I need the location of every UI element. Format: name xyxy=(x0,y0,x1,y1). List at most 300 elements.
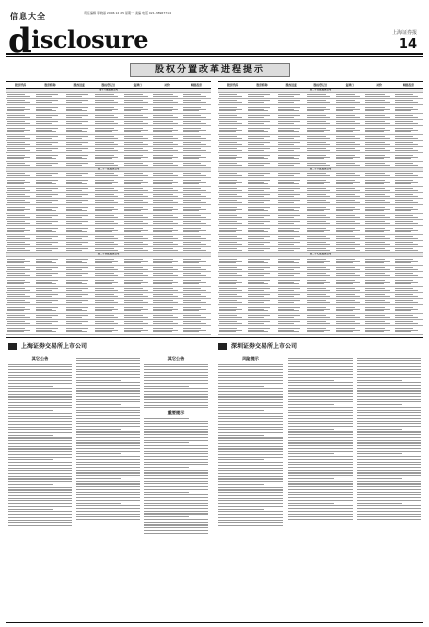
text-line xyxy=(288,388,353,389)
text-line xyxy=(144,513,208,514)
share-reform-tables xyxy=(6,81,423,336)
text-line xyxy=(144,519,208,520)
text-line xyxy=(8,364,72,365)
text-line xyxy=(8,492,72,493)
text-line xyxy=(218,489,283,490)
text-line xyxy=(357,440,421,441)
text-line xyxy=(8,437,72,438)
notice-column-2 xyxy=(76,356,140,622)
text-line xyxy=(76,431,140,432)
table-row xyxy=(218,226,423,235)
text-line xyxy=(76,453,121,454)
text-line xyxy=(357,358,421,359)
text-line xyxy=(357,442,421,443)
text-line xyxy=(218,432,283,433)
table-row xyxy=(6,326,211,335)
text-line xyxy=(288,415,353,416)
text-line xyxy=(357,421,421,422)
text-line xyxy=(144,464,208,465)
table-row xyxy=(218,105,423,114)
text-line xyxy=(357,492,421,493)
text-line xyxy=(357,393,421,394)
text-line xyxy=(288,489,353,490)
text-line xyxy=(218,448,283,449)
text-line xyxy=(218,380,283,381)
text-line xyxy=(8,421,72,422)
text-line xyxy=(76,489,140,490)
text-line xyxy=(8,459,53,460)
col-header: 对价 xyxy=(164,83,170,87)
text-line xyxy=(288,421,353,422)
text-line xyxy=(8,402,72,403)
text-line xyxy=(357,396,421,397)
table-row xyxy=(218,178,423,187)
text-line xyxy=(357,445,421,446)
text-line xyxy=(8,391,72,392)
text-line xyxy=(288,494,353,495)
text-line xyxy=(218,375,283,376)
text-line xyxy=(144,508,208,509)
col-header: 股票简称 xyxy=(256,83,268,87)
text-line xyxy=(8,380,72,381)
col-header: 股改进度 xyxy=(285,83,297,87)
text-line xyxy=(288,497,353,498)
col-header: 股权登记日 xyxy=(101,83,116,87)
text-line xyxy=(76,390,140,391)
text-line xyxy=(357,426,421,427)
col-header: 股票简称 xyxy=(44,83,56,87)
text-line xyxy=(76,445,140,446)
text-line xyxy=(288,448,353,449)
text-line xyxy=(144,426,208,427)
text-line xyxy=(144,478,208,479)
table-row xyxy=(6,257,211,266)
text-line xyxy=(8,443,72,444)
col-header: 股权登记日 xyxy=(313,83,328,87)
text-line xyxy=(76,410,140,411)
text-line xyxy=(144,431,208,432)
text-line xyxy=(76,486,140,487)
text-line xyxy=(357,505,421,506)
text-line xyxy=(357,514,421,515)
text-line xyxy=(144,527,208,528)
text-line xyxy=(76,418,140,419)
table-group-row: 第二十五批股改公司 xyxy=(218,89,423,93)
text-line xyxy=(288,366,353,367)
text-line xyxy=(76,401,140,402)
text-line xyxy=(144,391,208,392)
text-line xyxy=(218,364,283,365)
col-header: 对价 xyxy=(376,83,382,87)
section-flag-icon xyxy=(218,343,227,350)
table-row xyxy=(6,126,211,135)
text-line xyxy=(218,476,283,477)
col-header: 复牌日 xyxy=(133,83,142,87)
col-header: 网络投票 xyxy=(402,83,414,87)
text-line xyxy=(288,486,353,487)
text-line xyxy=(144,448,208,449)
text-line xyxy=(218,424,283,425)
text-line xyxy=(288,475,353,476)
text-line xyxy=(357,467,421,468)
text-line xyxy=(218,443,283,444)
text-line xyxy=(144,434,208,435)
text-line xyxy=(288,508,353,509)
text-line xyxy=(288,390,353,391)
text-line xyxy=(218,429,283,430)
text-line xyxy=(357,500,421,501)
text-line xyxy=(288,519,353,520)
text-line xyxy=(218,468,283,469)
text-line xyxy=(218,511,283,512)
text-line xyxy=(8,498,72,499)
text-line xyxy=(8,511,72,512)
text-line xyxy=(218,386,264,387)
text-line xyxy=(218,470,283,471)
text-line xyxy=(144,394,208,395)
text-line xyxy=(357,503,402,504)
text-line xyxy=(8,435,53,436)
table-header-right xyxy=(218,81,423,89)
text-line xyxy=(357,434,421,435)
text-line xyxy=(76,505,140,506)
text-line xyxy=(288,369,353,370)
text-line xyxy=(76,415,140,416)
text-line xyxy=(76,421,140,422)
text-line xyxy=(76,519,140,520)
text-line xyxy=(218,435,264,436)
text-line xyxy=(144,445,208,446)
text-line xyxy=(8,481,72,482)
disclosure-wordmark xyxy=(8,17,149,61)
text-line xyxy=(288,360,353,361)
text-line xyxy=(144,481,208,482)
table-row xyxy=(218,335,423,336)
text-line xyxy=(288,464,353,465)
text-line xyxy=(144,494,208,495)
text-line xyxy=(8,375,72,376)
text-line xyxy=(8,470,72,471)
text-line xyxy=(218,407,283,408)
text-line xyxy=(357,511,421,512)
text-line xyxy=(76,459,140,460)
masthead xyxy=(6,3,423,61)
text-line xyxy=(76,366,140,367)
text-line xyxy=(288,514,353,515)
text-line xyxy=(288,451,353,452)
text-line xyxy=(76,442,140,443)
text-line xyxy=(8,525,72,526)
text-line xyxy=(144,380,208,381)
text-line xyxy=(357,399,421,400)
text-line xyxy=(357,418,421,419)
text-line xyxy=(144,369,208,370)
text-line xyxy=(8,399,72,400)
text-line xyxy=(218,451,283,452)
text-line xyxy=(288,399,353,400)
text-line xyxy=(8,506,72,507)
text-line xyxy=(8,522,72,523)
text-line xyxy=(76,448,140,449)
text-line xyxy=(76,472,140,473)
col-header: 复牌日 xyxy=(345,83,354,87)
text-line xyxy=(357,407,421,408)
text-line xyxy=(8,388,72,389)
text-line xyxy=(144,472,208,473)
text-line xyxy=(144,459,208,460)
text-line xyxy=(144,453,208,454)
text-line xyxy=(76,437,140,438)
text-line xyxy=(218,481,283,482)
sz-section-label: 深圳证券交易所上市公司 xyxy=(231,343,298,350)
text-line xyxy=(8,468,72,469)
text-line xyxy=(288,456,353,457)
text-line xyxy=(8,427,72,428)
text-line xyxy=(144,533,208,534)
col-header: 股票代码 xyxy=(227,83,239,87)
text-line xyxy=(144,489,208,490)
text-line xyxy=(288,363,353,364)
text-line xyxy=(144,402,208,403)
text-line xyxy=(8,446,72,447)
text-line xyxy=(357,369,421,370)
text-line xyxy=(76,363,140,364)
table-left xyxy=(6,81,211,336)
text-line xyxy=(288,396,353,397)
text-line xyxy=(357,516,421,517)
text-line xyxy=(144,440,208,441)
table-group-row: 第二十六批股改公司 xyxy=(218,168,423,172)
text-line xyxy=(76,399,140,400)
text-line xyxy=(357,390,421,391)
notice-column-4 xyxy=(218,356,283,622)
text-line xyxy=(144,516,189,517)
text-line xyxy=(76,358,140,359)
text-line xyxy=(218,391,283,392)
table-right xyxy=(218,81,423,336)
text-line xyxy=(288,511,353,512)
text-line xyxy=(76,382,140,383)
text-line xyxy=(218,473,283,474)
text-line xyxy=(357,470,421,471)
text-line xyxy=(357,483,421,484)
text-line xyxy=(357,489,421,490)
text-line xyxy=(76,508,140,509)
text-line xyxy=(288,385,353,386)
table-row xyxy=(6,105,211,114)
text-line xyxy=(218,500,283,501)
table-row xyxy=(218,278,423,287)
text-line xyxy=(8,478,72,479)
text-line xyxy=(357,380,402,381)
text-line xyxy=(288,442,353,443)
text-line xyxy=(218,506,283,507)
text-line xyxy=(357,431,421,432)
text-line xyxy=(288,374,353,375)
text-line xyxy=(144,377,208,378)
text-line xyxy=(218,416,283,417)
text-line xyxy=(218,454,283,455)
text-line xyxy=(288,434,353,435)
text-line xyxy=(76,511,140,512)
text-line xyxy=(288,462,353,463)
text-line xyxy=(218,366,283,367)
text-line xyxy=(218,372,283,373)
text-line xyxy=(8,424,72,425)
text-line xyxy=(144,418,189,419)
text-line xyxy=(357,486,421,487)
text-line xyxy=(76,429,121,430)
text-line xyxy=(218,462,283,463)
col-header: 股改进度 xyxy=(73,83,85,87)
text-line xyxy=(76,377,140,378)
text-line xyxy=(8,484,53,485)
text-line xyxy=(76,492,140,493)
notice-column-5 xyxy=(288,356,353,622)
text-line xyxy=(218,525,283,526)
text-line xyxy=(218,503,283,504)
text-line xyxy=(8,383,72,384)
text-line xyxy=(288,492,353,493)
notice-column-3 xyxy=(144,356,208,622)
text-line xyxy=(8,500,72,501)
table-row xyxy=(6,153,211,162)
text-line xyxy=(288,431,353,432)
text-line xyxy=(8,366,72,367)
text-line xyxy=(144,372,208,373)
wordmark-initial: d xyxy=(8,21,32,61)
text-line xyxy=(288,429,334,430)
text-line xyxy=(218,457,283,458)
text-line xyxy=(8,454,72,455)
text-line xyxy=(288,371,353,372)
text-line xyxy=(218,377,283,378)
text-line xyxy=(144,364,208,365)
table-row xyxy=(6,278,211,287)
text-line xyxy=(288,377,353,378)
text-line xyxy=(288,404,334,405)
text-line xyxy=(357,478,402,479)
text-line xyxy=(144,462,208,463)
text-line xyxy=(218,421,283,422)
text-line xyxy=(144,451,208,452)
text-line xyxy=(8,410,53,411)
text-line xyxy=(144,437,208,438)
text-line xyxy=(288,478,334,479)
text-line xyxy=(357,423,421,424)
text-line xyxy=(8,517,72,518)
text-line xyxy=(218,465,283,466)
text-line xyxy=(8,429,72,430)
text-line xyxy=(288,410,353,411)
text-line xyxy=(218,405,283,406)
text-line xyxy=(288,516,353,517)
text-line xyxy=(8,407,72,408)
text-line xyxy=(144,429,208,430)
text-line xyxy=(76,407,140,408)
text-line xyxy=(8,451,72,452)
text-line xyxy=(218,410,264,411)
text-line xyxy=(218,459,264,460)
text-line xyxy=(218,492,283,493)
text-line xyxy=(218,478,283,479)
notice-heading: 风险提示 xyxy=(242,356,259,361)
text-line xyxy=(8,386,53,387)
text-line xyxy=(8,416,72,417)
text-line xyxy=(357,374,421,375)
text-line xyxy=(76,462,140,463)
text-line xyxy=(357,412,421,413)
text-line xyxy=(357,401,421,402)
text-line xyxy=(357,462,421,463)
text-line xyxy=(288,459,353,460)
text-line xyxy=(357,448,421,449)
text-line xyxy=(8,432,72,433)
text-line xyxy=(8,514,72,515)
col-header: 网络投票 xyxy=(190,83,202,87)
text-line xyxy=(288,445,353,446)
text-line xyxy=(144,486,208,487)
text-line xyxy=(288,423,353,424)
table-row xyxy=(218,257,423,266)
table-row xyxy=(6,178,211,187)
text-line xyxy=(8,413,72,414)
text-line xyxy=(144,366,208,367)
text-line xyxy=(288,500,353,501)
text-line xyxy=(76,371,140,372)
text-line xyxy=(218,396,283,397)
text-line xyxy=(8,440,72,441)
notice-subheading: 重要提示 xyxy=(167,410,185,416)
text-line xyxy=(288,472,353,473)
text-line xyxy=(144,467,189,468)
text-line xyxy=(357,385,421,386)
text-line xyxy=(288,470,353,471)
text-line xyxy=(357,371,421,372)
notice-heading: 其它公告 xyxy=(167,356,185,361)
notice-heading: 其它公告 xyxy=(31,356,49,361)
paper-name: 上海证券报 xyxy=(391,30,417,36)
text-line xyxy=(288,412,353,413)
text-line xyxy=(76,434,140,435)
text-line xyxy=(76,423,140,424)
text-line xyxy=(144,423,208,424)
section-flag-icon xyxy=(8,343,17,350)
text-line xyxy=(76,360,140,361)
text-line xyxy=(8,377,72,378)
text-line xyxy=(8,418,72,419)
text-line xyxy=(218,369,283,370)
text-line xyxy=(218,427,283,428)
text-line xyxy=(357,456,421,457)
table-group-row: 第二十一批股改公司 xyxy=(6,168,211,172)
text-line xyxy=(76,388,140,389)
text-line xyxy=(144,524,208,525)
text-line xyxy=(8,457,72,458)
text-line xyxy=(357,415,421,416)
text-line xyxy=(144,497,208,498)
text-line xyxy=(8,372,72,373)
text-line xyxy=(288,481,353,482)
text-line xyxy=(144,399,208,400)
text-line xyxy=(218,388,283,389)
text-line xyxy=(144,475,208,476)
table-row xyxy=(218,205,423,214)
text-line xyxy=(357,508,421,509)
text-line xyxy=(8,448,72,449)
text-line xyxy=(288,358,353,359)
text-line xyxy=(357,366,421,367)
